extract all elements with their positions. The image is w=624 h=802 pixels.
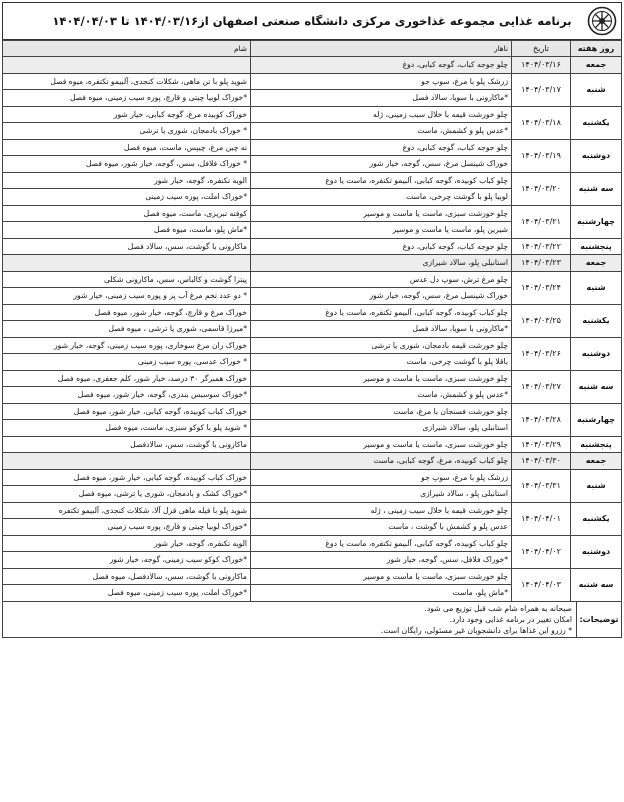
- lunch-cell: چلو کباب کوبیده، مرغ، گوجه کبابی، ماست: [251, 453, 512, 470]
- lunch-cell: استانبلی پلو ، سالاد شیرازی: [251, 486, 512, 503]
- dinner-cell: *میرزا قاسمی، شوری یا ترشی ، میوه فصل: [3, 321, 251, 338]
- lunch-cell: باقلا پلو با گوشت چرخی، ماست: [251, 354, 512, 371]
- date-cell: ۱۴۰۴/۰۴/۰۱: [512, 502, 571, 535]
- dinner-cell: * خوراک بادمجان، شوری یا ترشی: [3, 123, 251, 140]
- lunch-cell: *عدس پلو و کشمش، ماست: [251, 387, 512, 404]
- dinner-cell: *خوراک کشک و بادمجان، شوری یا ترشی، میوه فصل: [3, 486, 251, 503]
- table-row: [3, 57, 622, 74]
- table-row: [3, 403, 622, 420]
- day-cell: سه شنبه: [571, 172, 622, 205]
- day-cell: یکشنبه: [571, 106, 622, 139]
- date-cell: ۱۴۰۴/۰۳/۲۸: [512, 403, 571, 436]
- dinner-cell: *خوراک کوکو سیب زمینی، گوجه، خیار شور: [3, 552, 251, 569]
- date-cell: ۱۴۰۴/۰۴/۰۲: [512, 535, 571, 568]
- table-row: [3, 453, 622, 470]
- dinner-cell: خوراک کباب کوبیده، گوجه کبابی، خیار شور، میوه فصل: [3, 403, 251, 420]
- dinner-cell: ته چین مرغ، چیپس، ماست، میوه فصل: [3, 139, 251, 156]
- table-row: [3, 271, 622, 288]
- lunch-cell: استانبلی پلو، سالاد شیرازی: [251, 420, 512, 437]
- lunch-cell: چلو خورشت قیمه بادمجان، شوری یا ترشی: [251, 337, 512, 354]
- lunch-cell: چلو خورشت سبزی، ماست یا ماست و موسیر: [251, 370, 512, 387]
- dinner-cell: شوید پلو با فیله ماهی قزل آلا، شکلات کنجدی، آلبیمو تکتفره: [3, 502, 251, 519]
- table-row: [3, 568, 622, 585]
- menu-table: [2, 40, 622, 602]
- day-cell: شنبه: [571, 73, 622, 106]
- column-header-day: روز هفته: [571, 41, 622, 57]
- date-cell: ۱۴۰۴/۰۳/۲۲: [512, 238, 571, 255]
- dinner-cell: [3, 57, 251, 74]
- table-row: [3, 535, 622, 552]
- date-cell: ۱۴۰۴/۰۳/۳۱: [512, 469, 571, 502]
- day-cell: جمعه: [571, 453, 622, 470]
- date-cell: ۱۴۰۴/۰۳/۲۳: [512, 255, 571, 272]
- dinner-cell: *ماش پلو، ماست، میوه فصل: [3, 222, 251, 239]
- lunch-cell: شیرین پلو، ماست یا ماست و موسیر: [251, 222, 512, 239]
- lunch-cell: چلو جوجه کباب، گوجه کبابی، دوغ: [251, 139, 512, 156]
- lunch-cell: لوبیا پلو با گوشت چرخی، ماست: [251, 189, 512, 206]
- dinner-cell: ماکارونی با گوشت، سس، سالادفصل، میوه فصل: [3, 568, 251, 585]
- table-row: [3, 73, 622, 90]
- dinner-cell: ماکارونی با گوشت، سس، سالاد فصل: [3, 238, 251, 255]
- dinner-cell: [3, 453, 251, 470]
- university-seal-icon: [587, 6, 617, 36]
- day-cell: دوشنبه: [571, 337, 622, 370]
- lunch-cell: چلو کباب کوبیده، گوجه کبابی، آلبیمو تکتفره، ماست یا دوغ: [251, 304, 512, 321]
- dinner-cell: خوراک کباب کوبیده، گوجه کبابی، خیار شور، میوه فصل: [3, 469, 251, 486]
- lunch-cell: *ماش پلو، ماست: [251, 585, 512, 602]
- day-cell: پنجشنبه: [571, 436, 622, 453]
- date-cell: ۱۴۰۴/۰۳/۳۰: [512, 453, 571, 470]
- dinner-cell: الویه تکنفره، گوجه، خیار شور: [3, 535, 251, 552]
- day-cell: جمعه: [571, 57, 622, 74]
- day-cell: دوشنبه: [571, 535, 622, 568]
- table-row: [3, 502, 622, 519]
- table-row: [3, 337, 622, 354]
- lunch-cell: چلو جوجه کباب، گوجه کبابی، دوغ: [251, 238, 512, 255]
- note-line: صبحانه به همراه شام شب قبل توزیع می شود.: [424, 603, 572, 613]
- lunch-cell: چلو خورشت قیمه با خلال سیب زمینی ، ژله: [251, 502, 512, 519]
- lunch-cell: خوراک شینسل مرغ، سس، گوجه، خیار شور: [251, 288, 512, 305]
- table-row: [3, 139, 622, 156]
- lunch-cell: عدس پلو و کشمش با گوشت ، ماست: [251, 519, 512, 536]
- column-header-dinner: شام: [3, 41, 251, 57]
- page-title: برنامه غذایی مجموعه غذاخوری مرکزی دانشگاه صنعتی اصفهان از۱۴۰۴/۰۳/۱۶ تا ۱۴۰۴/۰۴/۰۳: [52, 14, 572, 28]
- table-row: [3, 255, 622, 272]
- notes-section: [2, 602, 622, 638]
- lunch-cell: چلو جوجه کباب، گوجه کبابی، دوغ: [251, 57, 512, 74]
- table-row: [3, 205, 622, 222]
- note-line: امکان تغییر در برنامه غذایی وجود دارد.: [449, 614, 572, 624]
- lunch-cell: *عدس پلو و کشمش، ماست: [251, 123, 512, 140]
- date-cell: ۱۴۰۴/۰۴/۰۳: [512, 568, 571, 601]
- menu-table-body: [3, 57, 622, 602]
- day-cell: شنبه: [571, 469, 622, 502]
- day-cell: چهارشنبه: [571, 403, 622, 436]
- lunch-cell: استانبلی پلو، سالاد شیرازی: [251, 255, 512, 272]
- dinner-cell: خوراک مرغ و قارچ، گوجه، خیار شور، میوه فصل: [3, 304, 251, 321]
- dinner-cell: خوراک همبرگر ۳۰ درصد، خیار شور، کلم جعفری، میوه فصل: [3, 370, 251, 387]
- lunch-cell: زرشک پلو با مرغ، سوپ جو: [251, 73, 512, 90]
- menu-page: [2, 2, 622, 638]
- lunch-cell: چلو کباب کوبیده، گوجه کبابی، آلبیمو تکتفره، ماست یا دوغ: [251, 172, 512, 189]
- date-cell: ۱۴۰۴/۰۳/۱۹: [512, 139, 571, 172]
- date-cell: ۱۴۰۴/۰۳/۱۶: [512, 57, 571, 74]
- lunch-cell: چلو خورشت قیمه با خلال سیب زمینی، ژله: [251, 106, 512, 123]
- column-header-date: تاریخ: [512, 41, 571, 57]
- day-cell: دوشنبه: [571, 139, 622, 172]
- day-cell: شنبه: [571, 271, 622, 304]
- dinner-cell: * شوید پلو با کوکو سبزی، ماست، میوه فصل: [3, 420, 251, 437]
- dinner-cell: *خوراک املت، پوره سیب زمینی: [3, 189, 251, 206]
- lunch-cell: چلو کباب کوبیده، گوجه کبابی، آلبیمو تکتفره، ماست یا دوغ: [251, 535, 512, 552]
- day-cell: چهارشنبه: [571, 205, 622, 238]
- lunch-cell: چلو خورشت سبزی، ماست یا ماست و موسیر: [251, 205, 512, 222]
- dinner-cell: * دو عدد تخم مرغ آب پز و پوره سیب زمینی، خیار شور: [3, 288, 251, 305]
- dinner-cell: خوراک کوبیده مرغ، گوجه کبابی، خیار شور: [3, 106, 251, 123]
- date-cell: ۱۴۰۴/۰۳/۲۱: [512, 205, 571, 238]
- note-line: * رزرو این غذاها برای دانشجویان غیر مسئولی، رایگان است.: [380, 625, 572, 635]
- notes-label: توضیحات:: [576, 602, 621, 637]
- dinner-cell: خوراک ران مرغ سوخاری، پوره سیب زمینی، گوجه، خیار شور: [3, 337, 251, 354]
- date-cell: ۱۴۰۴/۰۳/۲۵: [512, 304, 571, 337]
- notes-body: [377, 602, 576, 637]
- dinner-cell: *خوراک لوبیا چیتی و قارچ، پوره سیب زمینی، میوه فصل: [3, 90, 251, 107]
- lunch-cell: چلو خورشت سبزی، ماست یا ماست و موسیر: [251, 568, 512, 585]
- date-cell: ۱۴۰۴/۰۳/۱۸: [512, 106, 571, 139]
- dinner-cell: پیتزا گوشت و کالباس، سس، ماکارونی شکلی: [3, 271, 251, 288]
- dinner-cell: [3, 255, 251, 272]
- dinner-cell: * خوراک عدسی، پوره سیب زمینی: [3, 354, 251, 371]
- dinner-cell: *خوراک سوسیس بندری، گوجه، خیار شور، میوه فصل: [3, 387, 251, 404]
- lunch-cell: زرشک پلو با مرغ، سوپ جو: [251, 469, 512, 486]
- date-cell: ۱۴۰۴/۰۳/۲۴: [512, 271, 571, 304]
- page-header: [2, 2, 622, 40]
- lunch-cell: *خوراک فلافل، سس، گوجه، خیار شور: [251, 552, 512, 569]
- day-cell: یکشنبه: [571, 304, 622, 337]
- day-cell: سه شنبه: [571, 568, 622, 601]
- dinner-cell: کوفته تبریزی، ماست، میوه فصل: [3, 205, 251, 222]
- lunch-cell: چلو خورشت فسنجان با مرغ، ماست: [251, 403, 512, 420]
- date-cell: ۱۴۰۴/۰۳/۲۰: [512, 172, 571, 205]
- lunch-cell: خوراک شینسل مرغ، سس، گوجه، خیار شور: [251, 156, 512, 173]
- table-row: [3, 469, 622, 486]
- dinner-cell: *خوراک املت، پوره سیب زمینی، میوه فصل: [3, 585, 251, 602]
- dinner-cell: ماکارونی با گوشت، سس، سالادفصل: [3, 436, 251, 453]
- lunch-cell: چلو مرغ ترش، سوپ دل عدس: [251, 271, 512, 288]
- dinner-cell: *خوراک لوبیا چیتی و قارچ، پوره سیب زمینی: [3, 519, 251, 536]
- dinner-cell: الویه تکنفره، گوجه، خیار شور: [3, 172, 251, 189]
- table-row: [3, 436, 622, 453]
- column-header-lunch: ناهار: [251, 41, 512, 57]
- day-cell: سه شنبه: [571, 370, 622, 403]
- dinner-cell: شوید پلو با تن ماهی، شکلات کنجدی، آلبیمو تکتفره، میوه فصل: [3, 73, 251, 90]
- day-cell: جمعه: [571, 255, 622, 272]
- date-cell: ۱۴۰۴/۰۳/۱۷: [512, 73, 571, 106]
- lunch-cell: چلو خورشت سبزی، ماست یا ماست و موسیر: [251, 436, 512, 453]
- table-row: [3, 370, 622, 387]
- table-row: [3, 106, 622, 123]
- dinner-cell: * خوراک فلافل، سس، گوجه، خیار شور، میوه فصل: [3, 156, 251, 173]
- table-row: [3, 238, 622, 255]
- date-cell: ۱۴۰۴/۰۳/۲۶: [512, 337, 571, 370]
- lunch-cell: *ماکارونی با سویا، سالاد فصل: [251, 321, 512, 338]
- day-cell: پنجشنبه: [571, 238, 622, 255]
- table-header-row: [3, 41, 622, 57]
- table-row: [3, 304, 622, 321]
- date-cell: ۱۴۰۴/۰۳/۲۷: [512, 370, 571, 403]
- table-row: [3, 172, 622, 189]
- lunch-cell: *ماکارونی با سویا، سالاد فصل: [251, 90, 512, 107]
- day-cell: یکشنبه: [571, 502, 622, 535]
- date-cell: ۱۴۰۴/۰۳/۲۹: [512, 436, 571, 453]
